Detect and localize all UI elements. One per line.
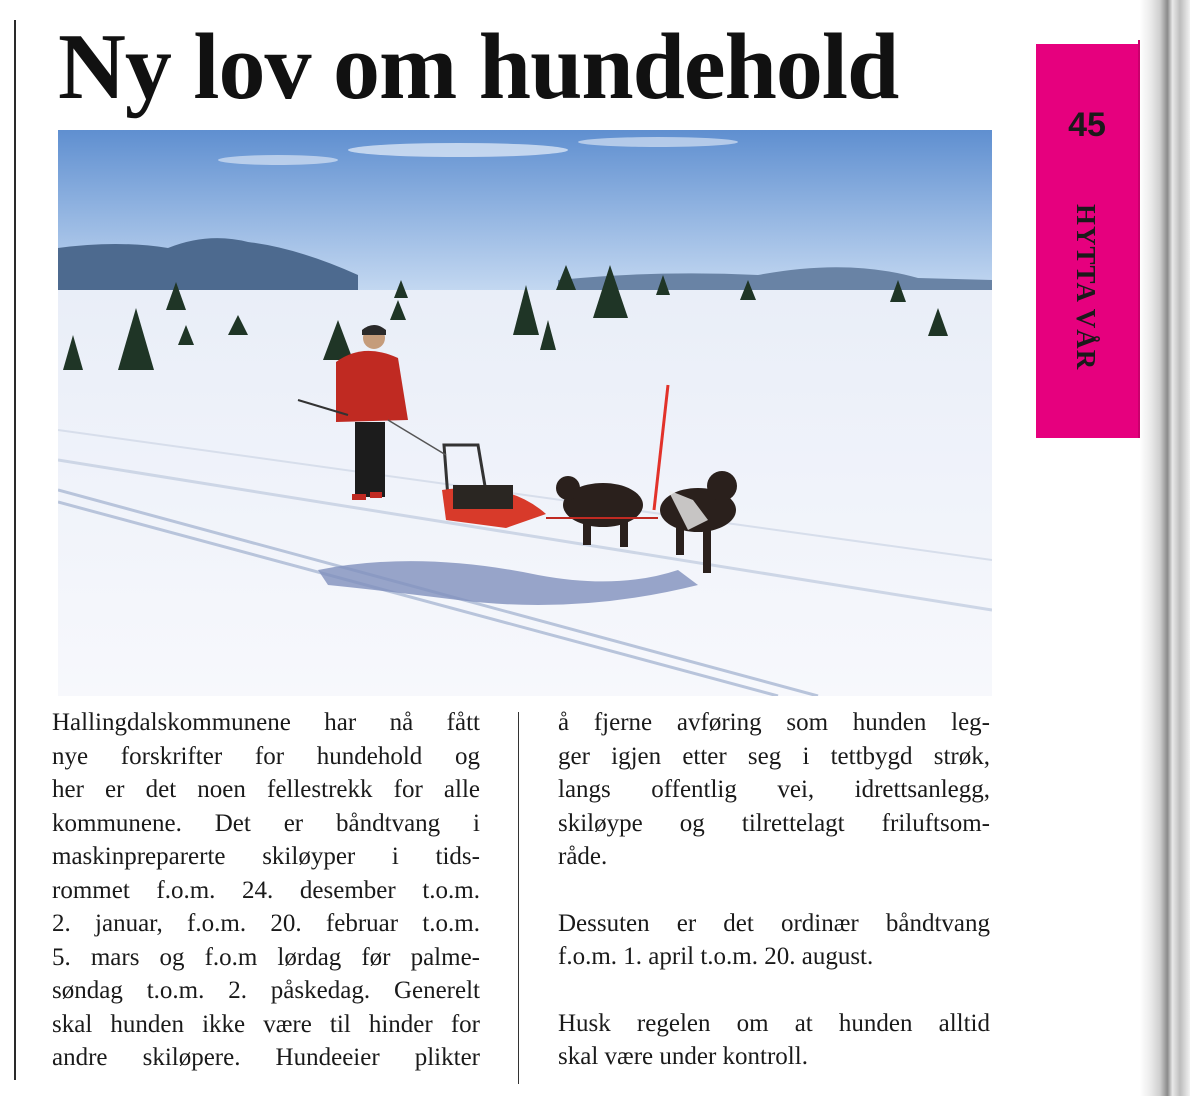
body-line: skal hunden ikke være til hinder for bbox=[52, 1010, 480, 1038]
section-label: HYTTA VÅR bbox=[1071, 204, 1101, 371]
paragraph-control bbox=[558, 1007, 990, 1074]
body-line: Husk regelen om at hunden alltid bbox=[558, 1009, 990, 1037]
body-line: andre skiløpere. Hundeeier plikter bbox=[52, 1044, 480, 1071]
page-binding-edge bbox=[1140, 0, 1190, 1096]
body-line: skal være under kontroll. bbox=[558, 1043, 808, 1070]
page-number: 45 bbox=[1068, 106, 1106, 144]
body-line: f.o.m. 1. april t.o.m. 20. august. bbox=[558, 943, 874, 970]
body-line: 5. mars og f.o.m lørdag før palme- bbox=[52, 943, 480, 971]
body-line: ger igjen etter seg i tettbygd strøk, bbox=[558, 742, 990, 770]
body-line: rommet f.o.m. 24. desember t.o.m. bbox=[52, 876, 480, 904]
dog-sled-winter-photo-icon bbox=[58, 130, 992, 696]
left-margin-rule bbox=[14, 20, 16, 1080]
article-column-right bbox=[558, 706, 990, 1074]
article-column-left bbox=[52, 706, 480, 1075]
body-line: her er det noen fellestrekk for alle bbox=[52, 776, 480, 803]
body-line: 2. januar, f.o.m. 20. februar t.o.m. bbox=[52, 910, 480, 937]
body-line: råde. bbox=[558, 843, 608, 870]
paragraph-disposal bbox=[558, 706, 990, 874]
body-line: langs offentlig vei, idrettsanlegg, bbox=[558, 776, 990, 803]
body-line: kommunene. Det er båndtvang i bbox=[52, 809, 480, 837]
section-tab bbox=[1036, 44, 1138, 438]
body-line: maskinpreparerte skiløyper i tids- bbox=[52, 843, 480, 870]
article-title: Ny lov om hundehold bbox=[58, 15, 899, 119]
body-line: Dessuten er det ordinær båndtvang bbox=[558, 909, 990, 937]
body-line: nye forskrifter for hundehold og bbox=[52, 742, 480, 770]
dog-sled-photo bbox=[58, 130, 992, 696]
body-line: Hallingdalskommunene har nå fått bbox=[52, 709, 480, 736]
body-line: å fjerne avføring som hunden leg- bbox=[558, 709, 990, 736]
column-divider bbox=[518, 712, 519, 1084]
paragraph-leash-period bbox=[558, 907, 990, 974]
body-line: søndag t.o.m. 2. påskedag. Generelt bbox=[52, 977, 480, 1004]
body-line: skiløype og tilrettelagt friluftsom- bbox=[558, 809, 990, 837]
